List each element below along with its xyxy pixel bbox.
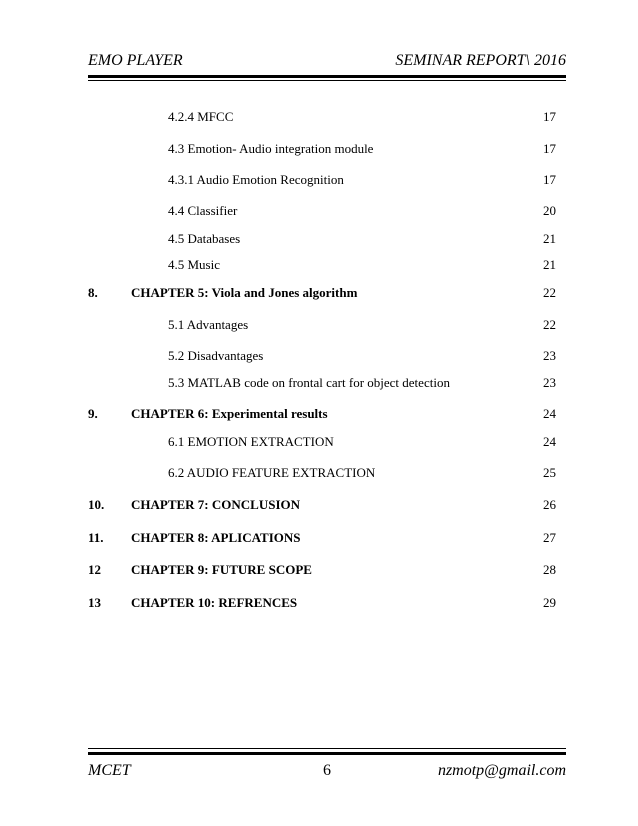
toc-entry-title: CHAPTER 10: REFRENCES xyxy=(131,595,298,610)
toc-entry-page: 23 xyxy=(543,348,556,363)
toc-entry xyxy=(88,316,556,334)
toc-entry-page: 20 xyxy=(543,203,556,218)
footer-rule-thick xyxy=(88,752,566,755)
page-header xyxy=(88,52,566,74)
header-report-label: SEMINAR REPORT\ 2016 xyxy=(395,52,566,69)
toc-entry xyxy=(88,230,556,248)
toc-entry-title: 6.1 EMOTION EXTRACTION xyxy=(168,434,334,449)
toc-entry-title: 4.5 Music xyxy=(168,257,220,272)
toc-entry-title: 4.2.4 MFCC xyxy=(168,109,234,124)
header-rule-thick xyxy=(88,75,566,78)
toc-entry xyxy=(88,202,556,220)
toc-entry-page: 24 xyxy=(543,406,556,421)
toc-entry-title: CHAPTER 8: APLICATIONS xyxy=(131,530,301,545)
toc-entry-title: 5.3 MATLAB code on frontal cart for object detection xyxy=(168,375,450,390)
toc-entry-number: 8. xyxy=(88,285,98,300)
toc-entry-page: 28 xyxy=(543,562,556,577)
footer-rule-thin xyxy=(88,748,566,749)
toc-entry-page: 25 xyxy=(543,465,556,480)
header-title: EMO PLAYER xyxy=(88,52,183,69)
toc-entry xyxy=(88,140,556,158)
toc-entry xyxy=(88,374,556,392)
toc-entry-page: 21 xyxy=(543,231,556,246)
toc-entry-page: 22 xyxy=(543,317,556,332)
toc-entry-title: CHAPTER 5: Viola and Jones algorithm xyxy=(131,285,358,300)
toc-entry-page: 23 xyxy=(543,375,556,390)
toc-entry-title: 4.5 Databases xyxy=(168,231,241,246)
toc-entry-title: 5.1 Advantages xyxy=(168,317,249,332)
toc-entry-page: 27 xyxy=(543,530,556,545)
page-number: 6 xyxy=(323,762,331,779)
toc-entry xyxy=(88,405,556,423)
toc-entry-number: 10. xyxy=(88,497,105,512)
toc-entry xyxy=(88,108,556,126)
toc-entry xyxy=(88,284,556,302)
toc-entry-page: 29 xyxy=(543,595,556,610)
toc-entry-title: CHAPTER 6: Experimental results xyxy=(131,406,328,421)
toc-entry-number: 9. xyxy=(88,406,98,421)
toc-entry-title: 4.3 Emotion- Audio integration module xyxy=(168,141,374,156)
toc-entry-page: 17 xyxy=(543,141,556,156)
toc-entry-number: 11. xyxy=(88,530,104,545)
toc-entry-page: 17 xyxy=(543,109,556,124)
toc-entry-title: 4.4 Classifier xyxy=(168,203,238,218)
toc-entry-title: 6.2 AUDIO FEATURE EXTRACTION xyxy=(168,465,376,480)
toc-entry xyxy=(88,464,556,482)
toc-entry xyxy=(88,433,556,451)
toc-entry-number: 13 xyxy=(88,595,101,610)
toc-entry xyxy=(88,256,556,274)
header-rule-thin xyxy=(88,80,566,81)
toc-entry xyxy=(88,347,556,365)
toc-entry xyxy=(88,529,556,547)
toc-entry-title: CHAPTER 7: CONCLUSION xyxy=(131,497,301,512)
footer-email: nzmotp@gmail.com xyxy=(437,762,566,779)
toc-entry-page: 17 xyxy=(543,172,556,187)
footer-institution: MCET xyxy=(88,762,131,779)
toc-entry xyxy=(88,594,556,612)
toc-entry-title: 5.2 Disadvantages xyxy=(168,348,264,363)
toc-entry-page: 22 xyxy=(543,285,556,300)
toc-entry-page: 21 xyxy=(543,257,556,272)
toc-entry xyxy=(88,496,556,514)
page-footer xyxy=(88,762,566,784)
toc-entry-page: 24 xyxy=(543,434,556,449)
toc-entry-title: CHAPTER 9: FUTURE SCOPE xyxy=(131,562,312,577)
toc-entry-number: 12 xyxy=(88,562,101,577)
toc-entry-title: 4.3.1 Audio Emotion Recognition xyxy=(168,172,344,187)
toc-entry xyxy=(88,171,556,189)
toc-entry-page: 26 xyxy=(543,497,556,512)
toc-entry xyxy=(88,561,556,579)
